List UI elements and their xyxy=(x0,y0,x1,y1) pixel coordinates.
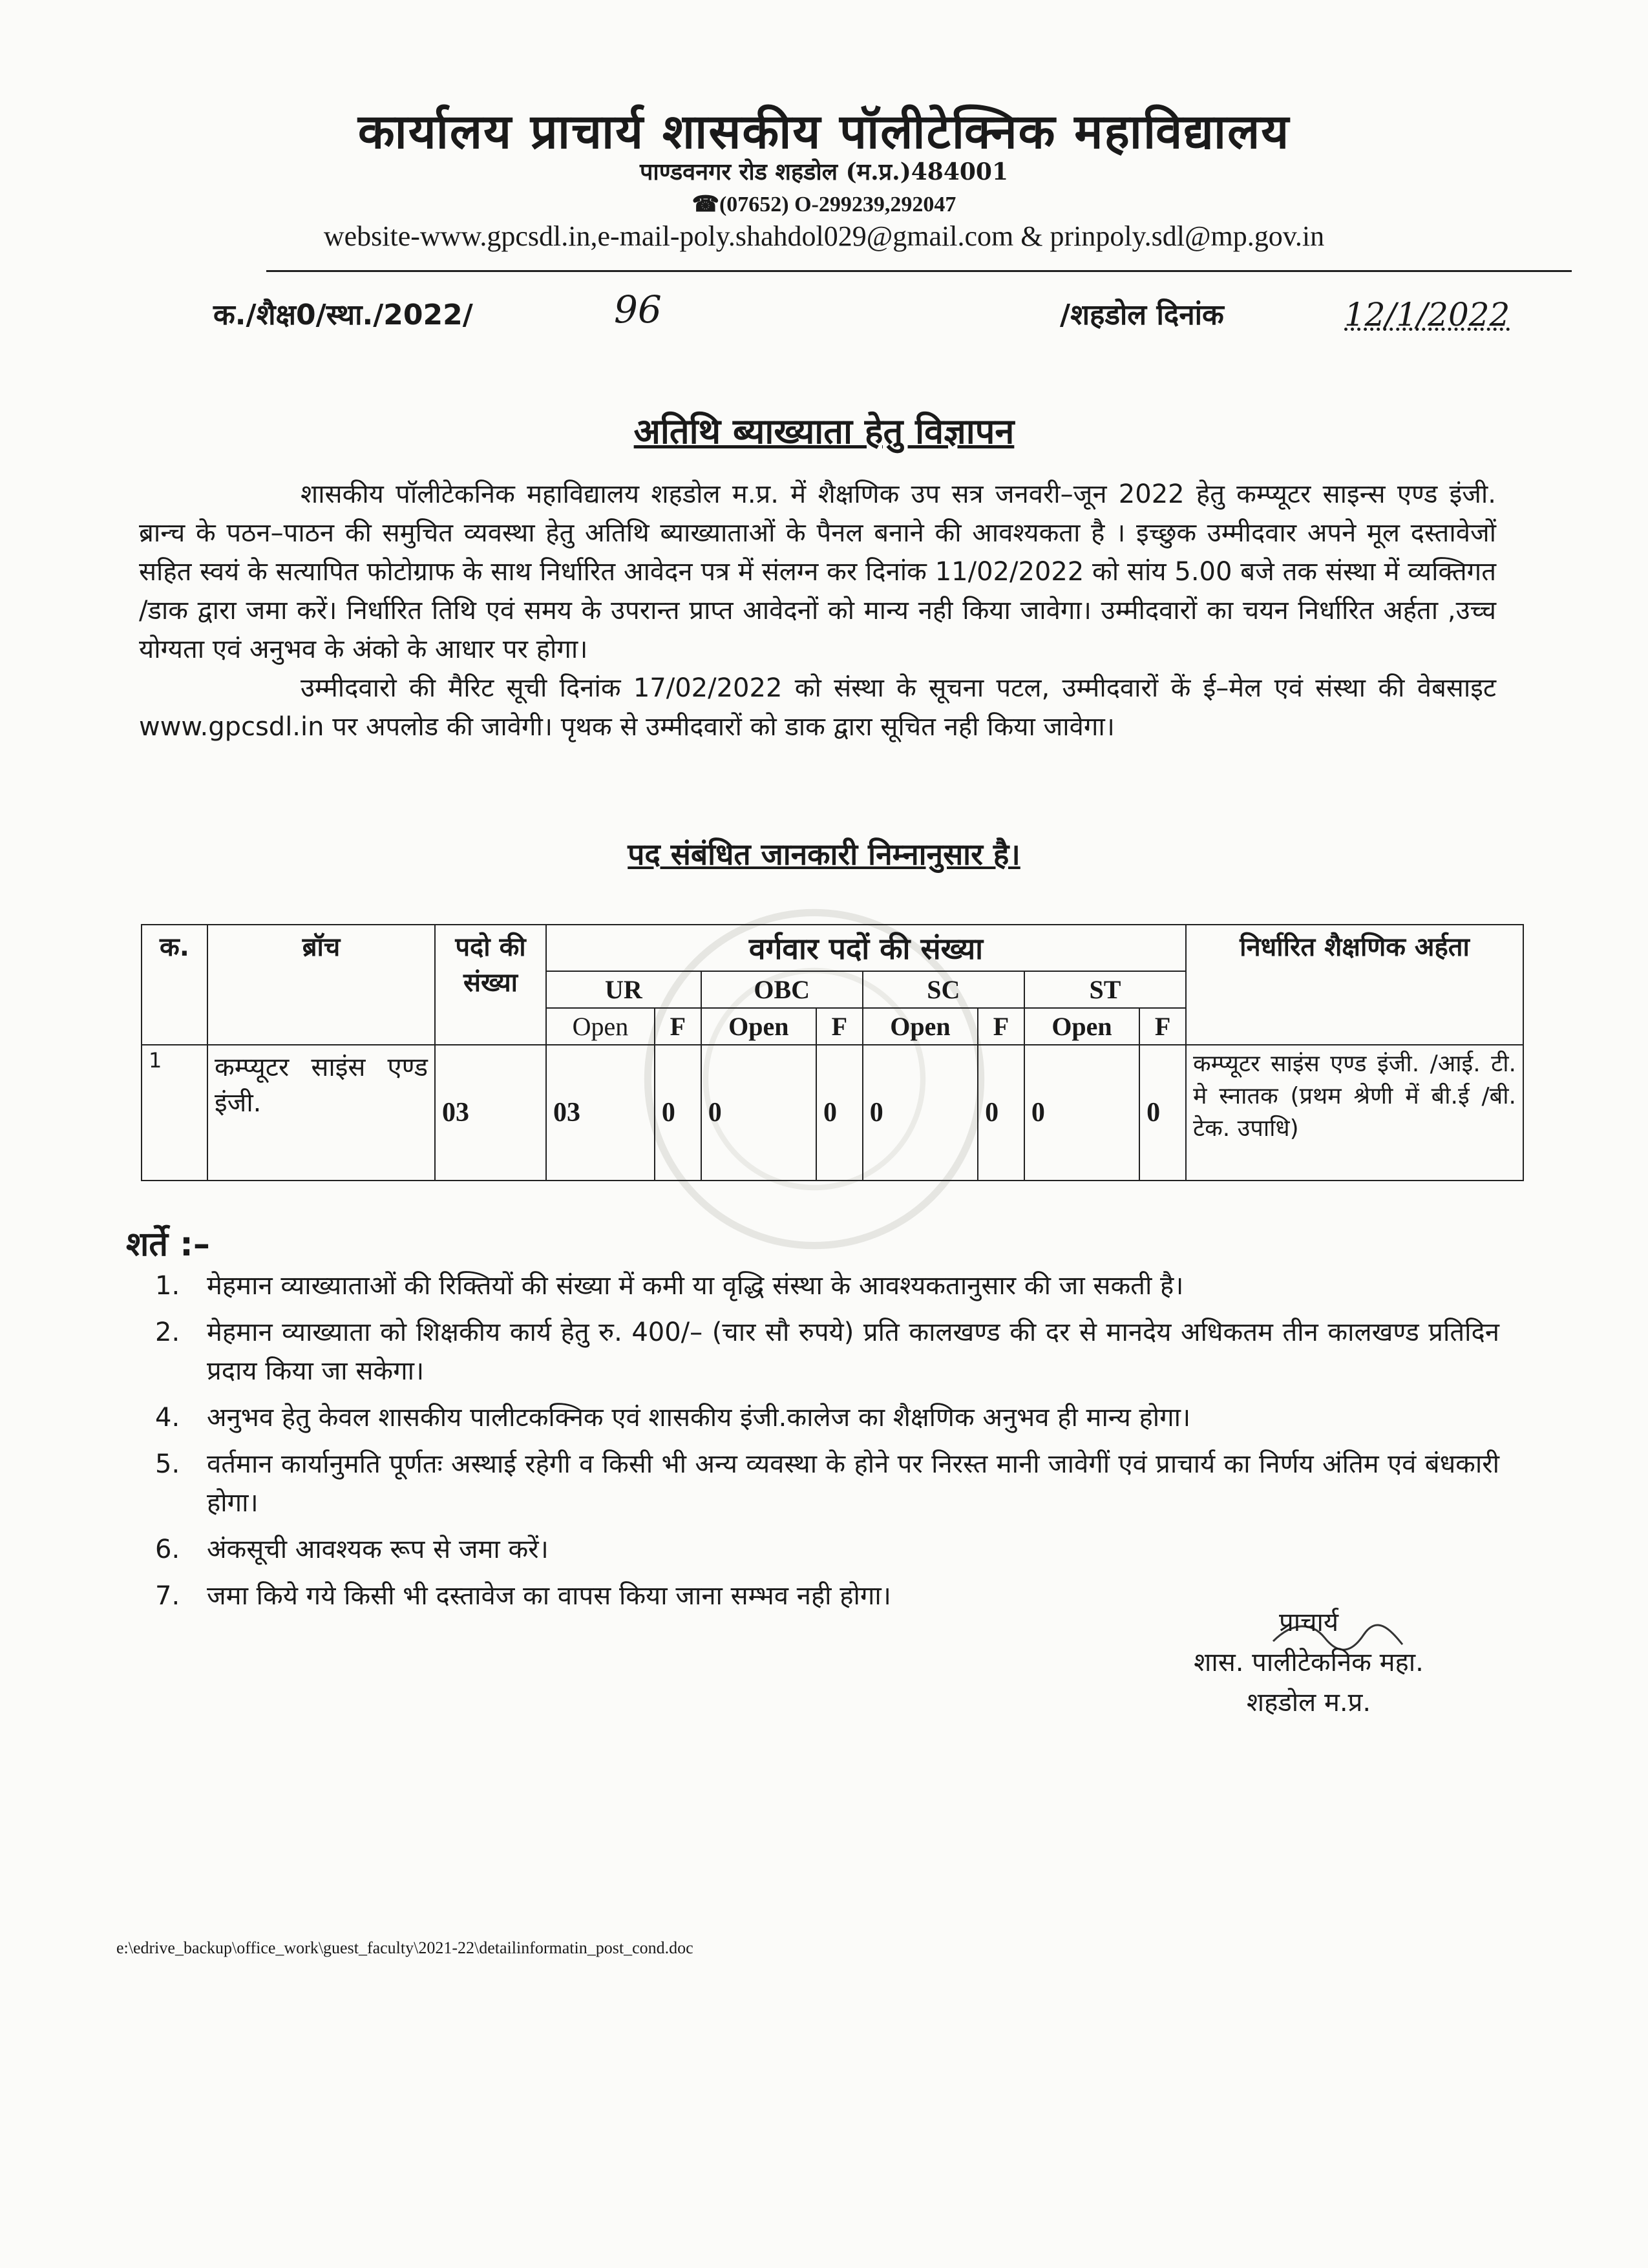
row-obc-open: 0 xyxy=(701,1045,816,1181)
sc-open-head: Open xyxy=(863,1008,978,1045)
ur-open-head: Open xyxy=(546,1008,655,1045)
date-label: /शहडोल दिनांक xyxy=(1060,299,1224,331)
row-st-open: 0 xyxy=(1024,1045,1139,1181)
row-st-f: 0 xyxy=(1139,1045,1186,1181)
row-ur-open: 03 xyxy=(546,1045,655,1181)
cat-obc: OBC xyxy=(701,971,863,1008)
row-qualification: कम्प्यूटर साइंस एण्ड इंजी. /आई. टी. मे स्नातक (प्रथम श्रेणी में बी.ई /बी. टेक. उपाधि) xyxy=(1186,1045,1523,1181)
signatory-place: शहडोल म.प्र. xyxy=(1246,1688,1371,1717)
posts-table xyxy=(141,924,1524,1181)
post-info-heading: पद संबंधित जानकारी निम्नानुसार है। xyxy=(628,837,1020,872)
signatory-institute: शास. पालीटेकनिक महा. xyxy=(1194,1648,1424,1677)
row-sno: 1 xyxy=(142,1045,207,1181)
st-f-head: F xyxy=(1139,1008,1186,1045)
office-title: कार्यालय प्राचार्य शासकीय पॉलीटेक्निक महाविद्यालय xyxy=(357,104,1291,160)
cat-sc: SC xyxy=(863,971,1024,1008)
col-posts: पदो की संख्या xyxy=(435,925,546,1045)
table-row xyxy=(142,1045,1523,1181)
list-item: 2. मेहमान व्याख्याता को शिक्षकीय कार्य हेतु रु. 400/– (चार सौ रुपये) प्रति कालखण्ड की दर से मानदेय अधिकतम तीन कालखण्ड प्रतिदिन प्रदाय किया जा सकेगा। xyxy=(155,1318,1499,1386)
row-posts: 03 xyxy=(435,1045,546,1181)
obc-f-head: F xyxy=(816,1008,863,1045)
col-branch: ब्रॉच xyxy=(207,925,435,1045)
reference-number-handwritten: 96 xyxy=(614,288,662,331)
row-sc-f: 0 xyxy=(978,1045,1024,1181)
conditions-heading: शर्ते :– xyxy=(126,1225,210,1264)
cat-ur: UR xyxy=(546,971,701,1008)
st-open-head: Open xyxy=(1024,1008,1139,1045)
paragraph-2: उम्मीदवारो की मैरिट सूची दिनांक 17/02/2022 को संस्था के सूचना पटल, उम्मीदवारों कें ई–मेल एवं संस्था की वेबसाइट www.gpcsdl.in पर अपलोड की जावेगी। पृथक से उम्मीदवारों को डाक द्वारा सूचित नही किया जावेगा। xyxy=(139,673,1496,742)
signatory-title: प्राचार्य xyxy=(1278,1608,1339,1637)
col-sno: क. xyxy=(142,925,207,1045)
sc-f-head: F xyxy=(978,1008,1024,1045)
signature-block xyxy=(1147,1602,1470,1723)
footer-file-path: e:\edrive_backup\office_work\guest_faculty\2021-22\detailinformatin_post_cond.doc xyxy=(116,1938,693,1957)
reference-number-label: क./शैक्ष0/स्था./2022/ xyxy=(213,299,473,331)
header-divider xyxy=(266,270,1572,272)
office-address: पाण्डवनगर रोड शहडोल (म.प्र.)484001 xyxy=(639,158,1009,185)
col-qualification: निर्धारित शैक्षणिक अर्हता xyxy=(1186,925,1523,1045)
list-item: 7. जमा किये गये किसी भी दस्तावेज का वापस किया जाना सम्भव नही होगा। xyxy=(155,1581,891,1611)
col-category: वर्गवार पदों की संख्या xyxy=(546,925,1186,971)
ur-f-head: F xyxy=(655,1008,701,1045)
cat-st: ST xyxy=(1024,971,1186,1008)
row-ur-f: 0 xyxy=(655,1045,701,1181)
advertisement-heading: अतिथि ब्याख्याता हेतु विज्ञापन xyxy=(633,411,1015,452)
paragraph-1: शासकीय पॉलीटेकनिक महाविद्यालय शहडोल म.प्र. में शैक्षणिक उप सत्र जनवरी–जून 2022 हेतु कम्प्यूटर साइन्स एण्ड इंजी. ब्रान्च के पठन–पाठन की समुचित व्यवस्था हेतु अतिथि ब्याख्याताओं के पैनल बनाने की आवश्यकता है । इच्छुक उम्मीदवार अपने मूल दस्तावेजों सहित स्वयं के सत्यापित फोटोग्राफ के साथ निर्धारित आवेदन पत्र में संलग्न कर दिनांक 11/02/2022 को सांय 5.00 बजे तक संस्था में व्यक्तिगत /डाक द्वारा जमा करें। निर्धारित तिथि एवं समय के उपरान्त प्राप्त आवेदनों को मान्य नही किया जावेगा। उम्मीदवारों का चयन निर्धारित अर्हता ,उच्च योग्यता एवं अनुभव के अंको के आधार पर होगा। xyxy=(139,479,1496,664)
body-text xyxy=(139,475,1496,746)
office-web-email: website-www.gpcsdl.in,e-mail-poly.shahdol029@gmail.com & prinpoly.sdl@mp.gov.in xyxy=(323,220,1325,252)
list-item: 6. अंकसूची आवश्यक रूप से जमा करें। xyxy=(155,1535,549,1564)
list-item: 1. मेहमान व्याख्याताओं की रिक्तियों की संख्या में कमी या वृद्धि संस्था के आवश्यकतानुसार की जा सकती है। xyxy=(155,1271,1184,1301)
list-item: 4. अनुभव हेतु केवल शासकीय पालीटकक्निक एवं शासकीय इंजी.कालेज का शैक्षणिक अनुभव ही मान्य होगा। xyxy=(155,1403,1191,1433)
obc-open-head: Open xyxy=(701,1008,816,1045)
date-handwritten: 12/1/2022 xyxy=(1344,296,1510,333)
list-item: 5. वर्तमान कार्यानुमति पूर्णतः अस्थाई रहेगी व किसी भी अन्य व्यवस्था के होने पर निरस्त मानी जावेगीं एवं प्राचार्य का निर्णय अंतिम एवं बंधकारी होगा। xyxy=(155,1449,1499,1518)
row-obc-f: 0 xyxy=(816,1045,863,1181)
conditions-list xyxy=(155,1266,1499,1623)
office-phone: ☎(07652) O-299239,292047 xyxy=(692,193,956,216)
row-branch: कम्प्यूटर साइंस एण्ड इंजी. xyxy=(207,1045,435,1181)
row-sc-open: 0 xyxy=(863,1045,978,1181)
